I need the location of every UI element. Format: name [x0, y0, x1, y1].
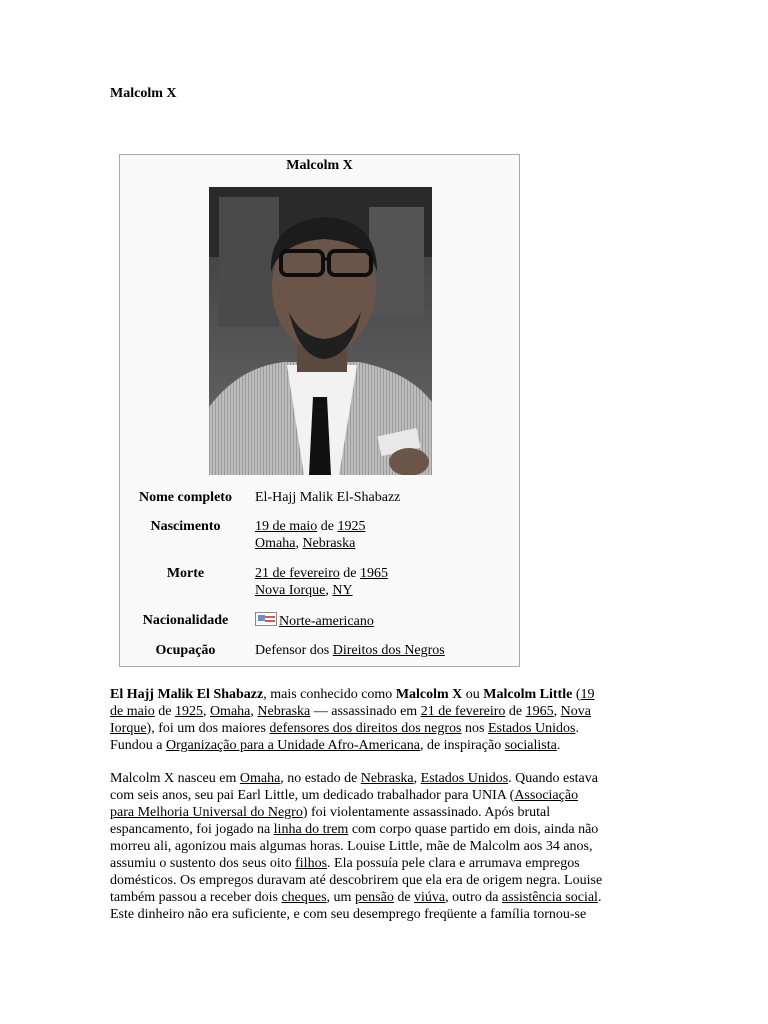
link-birth-day[interactable]: 19 de maio: [255, 519, 318, 534]
text: , de inspiração: [419, 738, 505, 753]
page-title: Malcolm X: [110, 86, 177, 101]
text-line: Este dinheiro não era suficiente, e com seu desemprego freqüente a família tornou-se: [110, 907, 587, 922]
text: de: [154, 704, 175, 719]
text: ,: [413, 771, 421, 786]
text: de: [339, 566, 360, 581]
text: .: [575, 721, 579, 736]
link-direitos-dos-negros[interactable]: Direitos dos Negros: [332, 643, 445, 658]
link-iorque[interactable]: Iorque: [110, 721, 147, 736]
text: ,: [295, 536, 303, 551]
flag-icon: [255, 612, 277, 626]
link-death-city[interactable]: Nova Iorque: [255, 583, 326, 598]
row-value: [255, 518, 365, 552]
bold-name: Malcolm X: [395, 687, 463, 702]
link-omaha[interactable]: Omaha: [239, 771, 281, 786]
row-value: [255, 565, 388, 599]
link-19[interactable]: 19: [580, 687, 595, 702]
link-melhoria-universal[interactable]: para Melhoria Universal do Negro: [110, 805, 303, 820]
link-21-de-fevereiro[interactable]: 21 de fevereiro: [420, 704, 506, 719]
link-estados-unidos[interactable]: Estados Unidos: [420, 771, 509, 786]
link-death-year[interactable]: 1965: [359, 566, 388, 581]
text: de: [505, 704, 526, 719]
text: .: [556, 738, 561, 753]
link-socialista[interactable]: socialista: [504, 738, 557, 753]
text: . Quando estava: [508, 771, 598, 786]
link-viuva[interactable]: viúva: [414, 890, 446, 905]
link-omaha[interactable]: Omaha: [209, 704, 251, 719]
link-death-day[interactable]: 21 de fevereiro: [255, 566, 340, 581]
text: ,: [202, 704, 210, 719]
text-line: [110, 889, 655, 906]
link-pensao[interactable]: pensão: [354, 890, 394, 905]
text: (: [572, 687, 581, 702]
infobox-title: Malcolm X: [286, 158, 353, 173]
row-label: Ocupação: [155, 643, 216, 658]
bold-name: El Hajj Malik El Shabazz: [110, 687, 264, 702]
link-assistencia-social[interactable]: assistência social: [501, 890, 598, 905]
link-death-state[interactable]: NY: [332, 583, 353, 598]
text: , no estado de: [280, 771, 361, 786]
row-label: Nascimento: [150, 519, 221, 534]
link-associacao[interactable]: Associação: [514, 788, 579, 803]
row-value: [255, 612, 374, 630]
text-line: [110, 703, 655, 720]
link-cheques[interactable]: cheques: [281, 890, 327, 905]
row-label: Nome completo: [139, 490, 232, 505]
link-linha-do-trem[interactable]: linha do trem: [273, 822, 349, 837]
text-line: [110, 686, 655, 703]
text: .: [597, 890, 602, 905]
text: ,: [553, 704, 561, 719]
link-1925[interactable]: 1925: [174, 704, 203, 719]
link-organizacao[interactable]: Organização para a Unidade Afro-Americana: [166, 738, 420, 753]
text-line: [110, 770, 655, 787]
text-line: [110, 855, 655, 872]
text-line: [110, 737, 655, 754]
link-birth-year[interactable]: 1925: [337, 519, 366, 534]
text: ), foi um dos maiores: [146, 721, 270, 736]
text: também passou a receber dois: [110, 890, 282, 905]
text: com corpo quase partido em dois, ainda não: [348, 822, 599, 837]
biography-paragraph: [110, 770, 655, 923]
text-line: [110, 787, 655, 804]
link-defensores[interactable]: defensores dos direitos dos negros: [269, 721, 462, 736]
text: , mais conhecido como: [263, 687, 396, 702]
link-birth-state[interactable]: Nebraska: [302, 536, 356, 551]
text: , outro da: [445, 890, 502, 905]
text: ,: [250, 704, 258, 719]
text-line: morreu ali, agonizou mais algumas horas. Louise Little, mãe de Malcolm aos 34 anos,: [110, 839, 593, 854]
portrait-image: [209, 187, 432, 475]
text: . Ela possuía pele clara e arrumava empregos: [327, 856, 580, 871]
text-line: [110, 804, 655, 821]
link-nova[interactable]: Nova: [560, 704, 591, 719]
text: espancamento, foi jogado na: [110, 822, 274, 837]
link-birth-city[interactable]: Omaha: [255, 536, 296, 551]
text: de: [393, 890, 415, 905]
row-value: [255, 642, 445, 659]
link-de-maio[interactable]: de maio: [110, 704, 155, 719]
text: — assassinado em: [310, 704, 421, 719]
text: ,: [325, 583, 333, 598]
text: com seis anos, seu pai Earl Little, um dedicado trabalhador para UNIA (: [110, 788, 515, 803]
text: Defensor dos: [255, 643, 333, 658]
text: Malcolm X nasceu em: [110, 771, 240, 786]
text: Fundou a: [110, 738, 166, 753]
bold-name: Malcolm Little: [483, 687, 573, 702]
link-nationality[interactable]: Norte-americano: [279, 614, 374, 629]
row-label: Nacionalidade: [142, 613, 229, 628]
text: ) foi violentamente assassinado. Após brutal: [302, 805, 551, 820]
infobox: [119, 154, 520, 667]
text: , um: [326, 890, 355, 905]
text-line: domésticos. Os empregos duravam até descobrirem que ela era de origem negra. Louise: [110, 873, 603, 888]
row-value: El-Hajj Malik El-Shabazz: [255, 490, 401, 505]
link-estados-unidos[interactable]: Estados Unidos: [487, 721, 576, 736]
text-line: [110, 720, 655, 737]
row-label: Morte: [166, 566, 205, 581]
link-filhos[interactable]: filhos: [295, 856, 328, 871]
text: assumiu o sustento dos seus oito: [110, 856, 296, 871]
text: de: [317, 519, 338, 534]
link-nebraska[interactable]: Nebraska: [360, 771, 414, 786]
text: ou: [462, 687, 484, 702]
text-line: [110, 821, 655, 838]
link-1965[interactable]: 1965: [525, 704, 554, 719]
text: nos: [461, 721, 488, 736]
intro-paragraph: [110, 686, 655, 754]
link-nebraska[interactable]: Nebraska: [257, 704, 311, 719]
